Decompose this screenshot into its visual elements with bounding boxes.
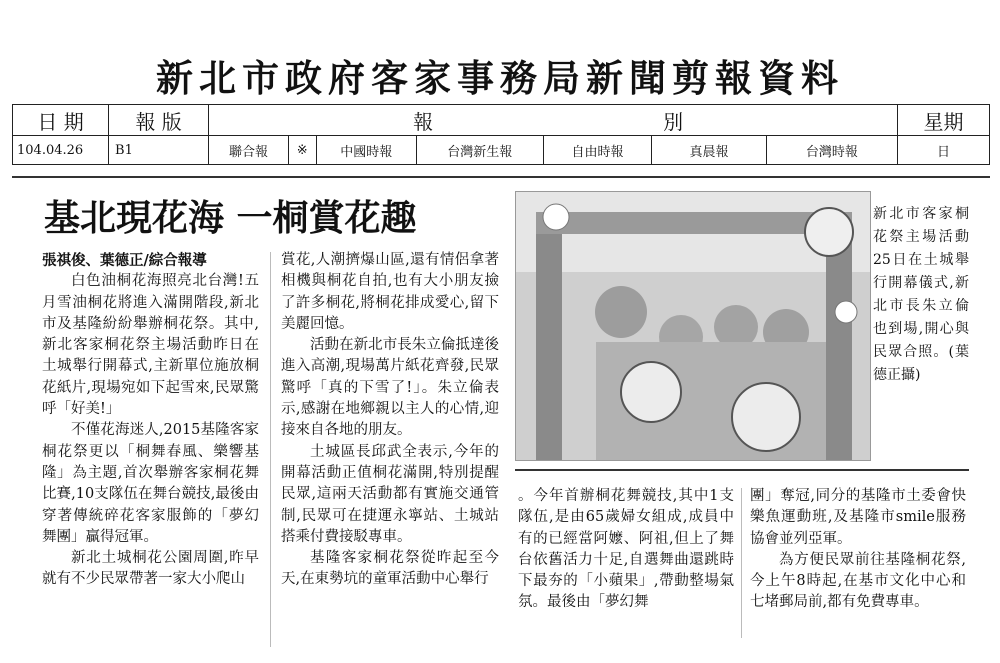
article-paragraph-6: 土城區長邱武全表示,今年的開幕活動正值桐花滿開,特別提醒民眾,這兩天活動都有實施交通管制,民眾可在捷運永寧站、土城站搭乘付費接駁專車。 [281, 443, 499, 545]
weekday-header: 星期 [898, 105, 990, 136]
article-column-3 [518, 486, 734, 614]
date-header: 日 期 [13, 105, 109, 136]
photo-bottom-rule [515, 469, 969, 471]
photo-illustration [516, 192, 870, 460]
clipping-info-table [12, 104, 990, 165]
page-title: 新北市政府客家事務局新聞剪報資料 [156, 56, 844, 100]
paper-mark: ※ [288, 136, 316, 165]
article-paragraph-3: 新北土城桐花公園周圍,昨早就有不少民眾帶著一家大小爬山 [42, 550, 259, 588]
paper-ltn: 自由時報 [543, 136, 651, 165]
paper-zhenchen: 真晨報 [652, 136, 767, 165]
article-paragraph-4: 賞花,人潮擠爆山區,還有情侶拿著相機與桐花自拍,也有大小朋友撿了許多桐花,將桐花排成愛心,留下美麗回憶。 [281, 252, 499, 332]
article-paragraph-1: 白色油桐花海照亮北台灣!五月雪油桐花將進入滿開階段,新北市及基隆紛紛舉辦桐花祭。其中,新北客家桐花祭主場活動昨日在土城舉行開幕式,主新單位施放桐花紙片,現場宛如下起雪來,民眾驚呼「好美!」 [42, 273, 259, 418]
edition-header: 報 版 [109, 105, 209, 136]
column-divider-2 [741, 488, 742, 638]
edition-value: B1 [109, 136, 209, 165]
news-photo [515, 191, 871, 461]
table-divider [12, 176, 990, 178]
article-paragraph-10: 為方便民眾前往基隆桐花祭,今上午8時起,在基市文化中心和七堵郵局前,都有免費專車。 [750, 551, 966, 611]
article-paragraph-8: 。今年首辦桐花舞競技,其中1支隊伍,是由65歲婦女組成,成員中有的已經當阿嬤、阿祖,但上了舞台依舊活力十足,自選舞曲還跳時下最夯的「小蘋果」,帶動整場氣氛。最後由「夢幻舞 [518, 488, 734, 611]
article-paragraph-2: 不僅花海迷人,2015基隆客家桐花祭更以「桐舞春風、樂響基隆」為主題,首次舉辦客家桐花舞比賽,10支隊伍在舞台競技,最後由穿著傳統碎花客家服飾的「夢幻舞團」贏得冠軍。 [42, 422, 259, 545]
article-column-4 [750, 486, 966, 614]
date-value: 104.04.26 [13, 136, 109, 165]
column-divider-1 [270, 252, 271, 647]
article-headline: 基北現花海 一桐賞花趣 [44, 198, 417, 239]
article-paragraph-7: 基隆客家桐花祭從昨起至今天,在東勢坑的童軍活動中心舉行 [281, 550, 499, 588]
paper-chinatimes: 中國時報 [316, 136, 416, 165]
article-paragraph-9: 團」奪冠,同分的基隆市土委會快樂魚運動班,及基隆市smile服務協會並列亞軍。 [750, 488, 966, 547]
article-paragraph-5: 活動在新北市長朱立倫抵達後進入高潮,現場萬片紙花齊發,民眾驚呼「真的下雪了!」。朱立倫表示,感謝在地鄉親以主人的心情,迎接來自各地的朋友。 [281, 337, 499, 439]
newspaper-header-char-2: 別 [663, 109, 684, 134]
article-column-1 [42, 250, 259, 591]
paper-udn: 聯合報 [209, 136, 289, 165]
newspaper-header [209, 105, 898, 136]
article-byline: 張祺俊、葉德正/綜合報導 [42, 252, 207, 269]
article-column-2 [281, 250, 499, 591]
photo-caption: 新北市客家桐花祭主場活動25日在土城舉行開幕儀式,新北市長朱立倫也到場,開心與民眾合照。(葉德正攝) [873, 206, 969, 383]
paper-taiwantimes: 台灣時報 [766, 136, 897, 165]
paper-tsn: 台灣新生報 [416, 136, 543, 165]
newspaper-header-char-1: 報 [413, 109, 434, 134]
weekday-value: 日 [898, 136, 990, 165]
